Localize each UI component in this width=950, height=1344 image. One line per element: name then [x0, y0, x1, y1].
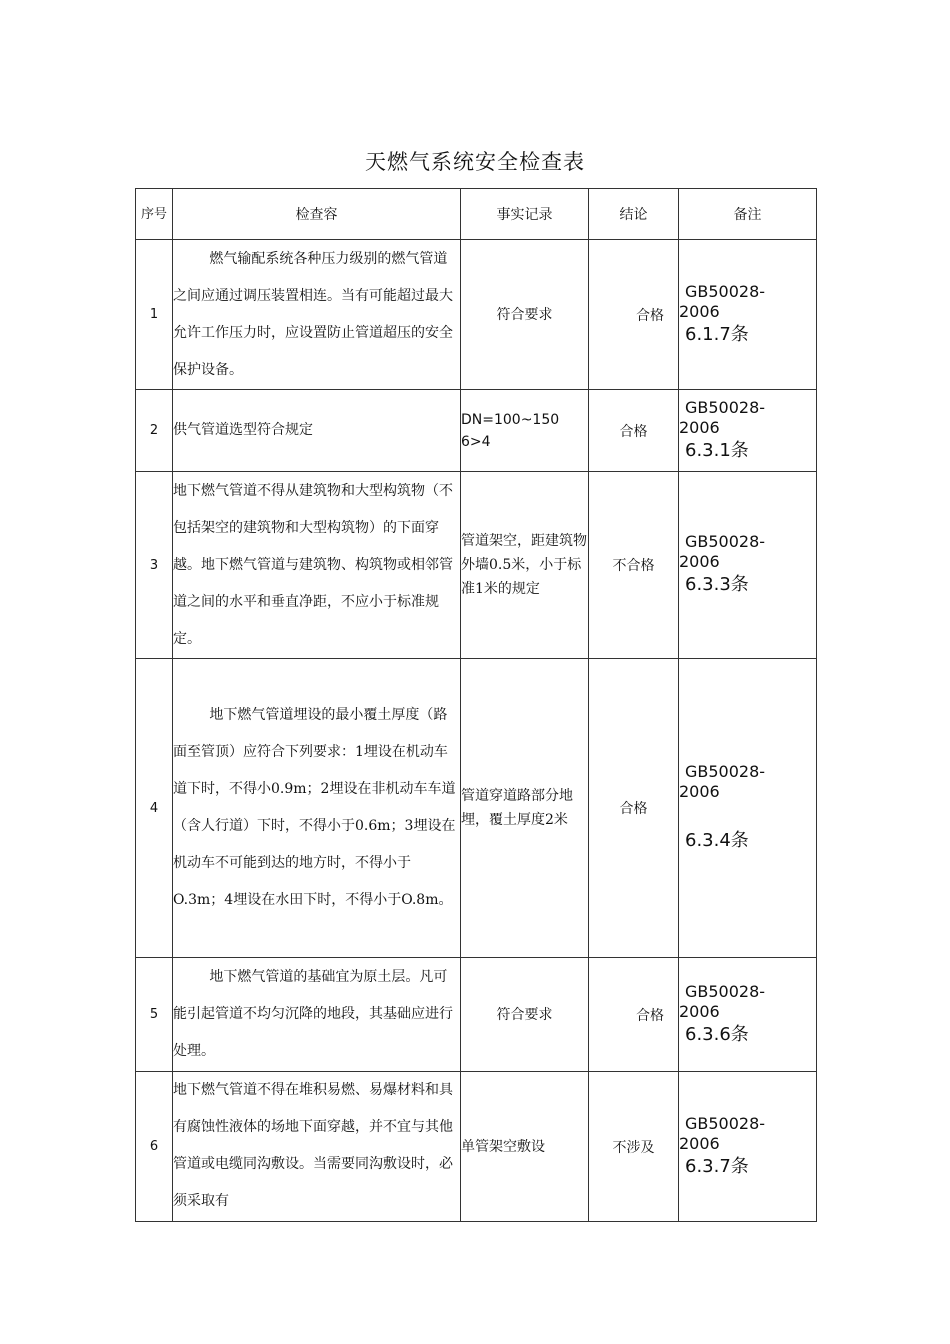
- note-year: 2006: [679, 1001, 720, 1021]
- row-seq: 5: [136, 958, 173, 1072]
- row-seq: 1: [136, 240, 173, 390]
- inspection-table: [135, 188, 817, 1222]
- header-content: 检查容: [173, 189, 461, 240]
- table-header-row: [136, 189, 817, 240]
- row-conclusion: 合格: [589, 390, 679, 472]
- note-code: GB50028-: [685, 397, 766, 417]
- row-seq: 4: [136, 659, 173, 958]
- row-record: 管道穿道路部分地埋，覆土厚度2米: [461, 659, 589, 958]
- row-record: DN=100~150 6>4: [461, 390, 589, 472]
- row-conclusion: 合格: [589, 958, 679, 1072]
- table-row: [136, 659, 817, 958]
- note-code: GB50028-: [685, 281, 766, 301]
- table-row: [136, 1072, 817, 1222]
- note-code: GB50028-: [685, 1113, 766, 1133]
- row-conclusion: 合格: [589, 240, 679, 390]
- row-conclusion: 不合格: [589, 472, 679, 659]
- note-year: 2006: [679, 417, 720, 437]
- table-row: [136, 472, 817, 659]
- row-content: 供气管道选型符合规定: [173, 390, 461, 472]
- row-content: 地下燃气管道不得从建筑物和大型构筑物（不包括架空的建筑物和大型构筑物）的下面穿越。地下燃气管道与建筑物、构筑物或相邻管道之间的水平和垂直净距，不应小于标准规定。: [173, 472, 461, 659]
- row-note: [679, 240, 817, 390]
- note-code: GB50028-: [685, 981, 766, 1001]
- row-content: 地下燃气管道不得在堆积易燃、易爆材料和具有腐蚀性液体的场地下面穿越，并不宜与其他管道或电缆同沟敷设。当需要同沟敷设时，必须采取有: [173, 1072, 461, 1222]
- note-clause: 6.3.3条: [685, 574, 749, 595]
- header-note: 备注: [679, 189, 817, 240]
- note-year: 2006: [679, 552, 720, 571]
- note-year: 2006: [679, 1133, 720, 1153]
- row-seq: 2: [136, 390, 173, 472]
- row-content: 地下燃气管道埋设的最小覆土厚度（路面至管顶）应符合下列要求：1埋设在机动车道下时，不得小0.9m；2埋设在非机动车车道（含人行道）下时，不得小于0.6m；3埋设在机动车不可能到达的地方时，不得小于O.3m；4埋设在水田下时，不得小于O.8m。: [173, 707, 456, 908]
- row-conclusion: 不涉及: [589, 1072, 679, 1222]
- table-row: [136, 390, 817, 472]
- note-year: 2006: [679, 782, 720, 801]
- row-note: [679, 390, 817, 472]
- note-code: GB50028-: [685, 532, 766, 551]
- row-content: 燃气输配系统各种压力级别的燃气管道之间应通过调压装置相连。当有可能超过最大允许工作压力时，应设置防止管道超压的安全保护设备。: [173, 250, 453, 378]
- note-clause: 6.3.6条: [685, 1023, 749, 1045]
- note-clause: 6.3.7条: [685, 1155, 749, 1177]
- header-seq: 序号: [136, 189, 173, 240]
- table-row: [136, 958, 817, 1072]
- row-record: 符合要求: [461, 958, 589, 1072]
- note-clause: 6.3.1条: [685, 439, 749, 461]
- note-code: GB50028-: [685, 762, 766, 781]
- table-row: [136, 240, 817, 390]
- row-note: [679, 1072, 817, 1222]
- row-note: [679, 958, 817, 1072]
- row-note: [679, 659, 817, 958]
- row-note: [679, 472, 817, 659]
- row-record: 符合要求: [461, 240, 589, 390]
- note-clause: 6.1.7条: [685, 323, 749, 345]
- note-year: 2006: [679, 301, 720, 321]
- page-title: 天燃气系统安全检查表: [365, 150, 585, 174]
- row-content: 地下燃气管道的基础宜为原土层。凡可能引起管道不均匀沉降的地段，其基础应进行处理。: [173, 969, 453, 1059]
- row-seq: 6: [136, 1072, 173, 1222]
- row-seq: 3: [136, 472, 173, 659]
- header-conclusion: 结论: [589, 189, 679, 240]
- header-record: 事实记录: [461, 189, 589, 240]
- row-record: 单管架空敷设: [461, 1072, 589, 1222]
- row-conclusion: 合格: [589, 659, 679, 958]
- note-clause: 6.3.4条: [685, 830, 749, 851]
- row-record: 管道架空，距建筑物外墙0.5米，小于标准1米的规定: [461, 472, 589, 659]
